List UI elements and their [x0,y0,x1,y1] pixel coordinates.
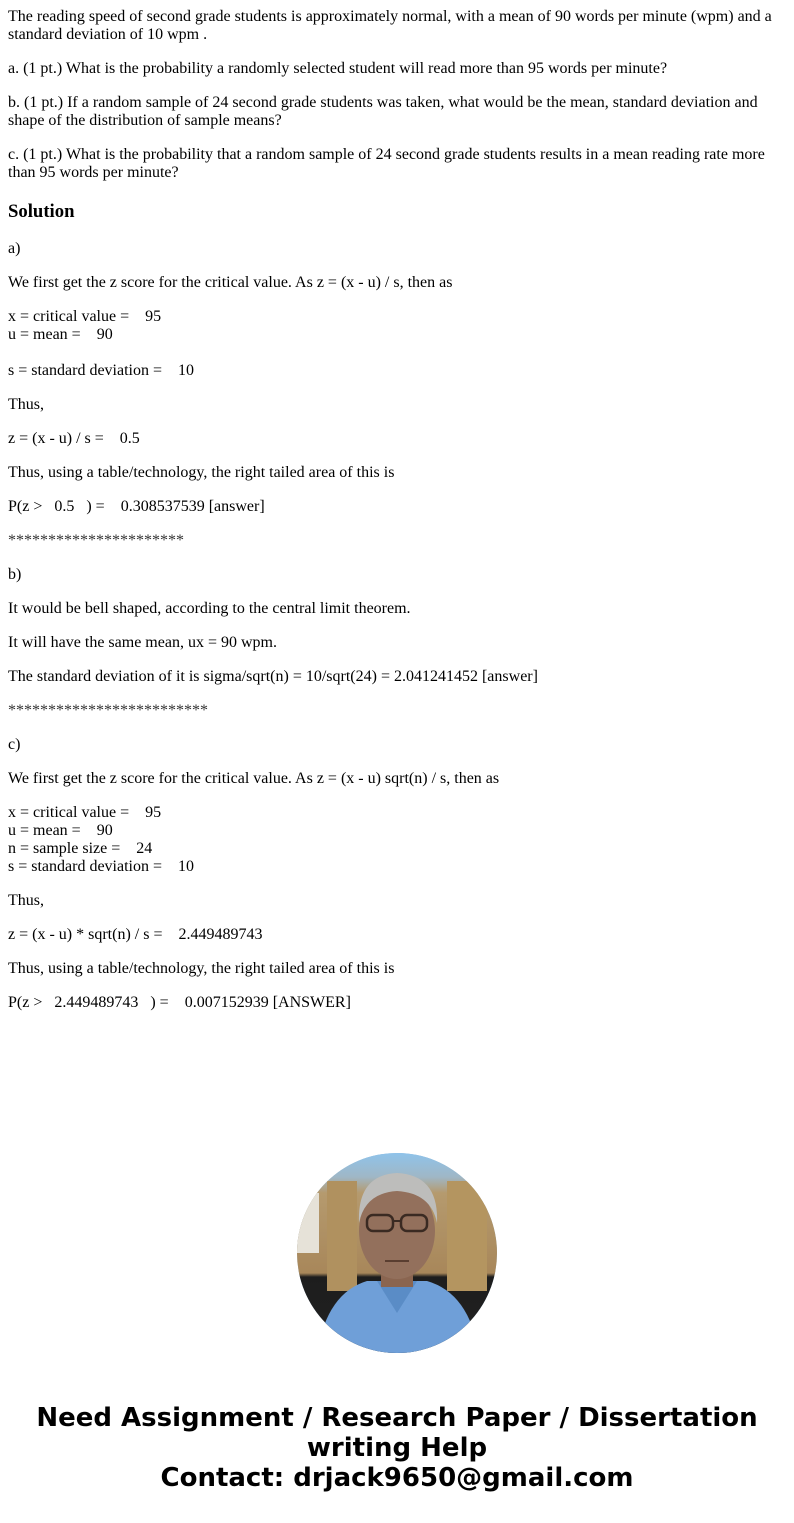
separator: ************************* [8,702,208,719]
promo-contact: Contact: drjack9650@gmail.com [160,1463,634,1493]
question-intro: The reading speed of second grade students is approximately normal, with a mean of 90 words per minute (wpm) and a standard deviation of 10 wpm . [8,8,772,43]
solution-c-thus: Thus, [8,892,44,909]
person-portrait-icon [297,1153,497,1353]
solution-c-table: Thus, using a table/technology, the right tailed area of this is [8,960,395,977]
question-part-a: a. (1 pt.) What is the probability a randomly selected student will read more than 95 words per minute? [8,60,668,77]
solution-b-label: b) [8,566,22,583]
solution-c-s: s = standard deviation = 10 [8,858,195,875]
solution-a-z: z = (x - u) / s = 0.5 [8,430,140,447]
promo-line-2: writing Help [306,1433,488,1463]
tutor-avatar-photo [297,1153,497,1353]
question-part-b: b. (1 pt.) If a random sample of 24 second grade students was taken, what would be the mean, standard deviation and shape of the distribution of sample means? [8,94,758,129]
solution-c-intro: We first get the z score for the critical value. As z = (x - u) sqrt(n) / s, then as [8,770,500,787]
solution-c-n: n = sample size = 24 [8,840,153,857]
solution-a-intro: We first get the z score for the critical value. As z = (x - u) / s, then as [8,274,453,291]
solution-a-table: Thus, using a table/technology, the right tailed area of this is [8,464,395,481]
promo-line-1: Need Assignment / Research Paper / Dissertation [36,1403,758,1433]
solution-c-label: c) [8,736,21,753]
solution-c-result: P(z > 2.449489743 ) = 0.007152939 [ANSWER] [8,994,351,1011]
solution-b-shape: It would be bell shaped, according to the central limit theorem. [8,600,411,617]
promo-banner [0,1403,794,1493]
separator: ********************** [8,532,184,549]
solution-a-u: u = mean = 90 [8,326,113,343]
solution-b-mean: It will have the same mean, ux = 90 wpm. [8,634,277,651]
solution-c-givens [8,804,786,876]
solution-b-sd: The standard deviation of it is sigma/sqrt(n) = 10/sqrt(24) = 2.041241452 [answer] [8,668,538,685]
solution-c-x: x = critical value = 95 [8,804,162,821]
solution-a-s: s = standard deviation = 10 [8,362,195,379]
solution-c-z: z = (x - u) * sqrt(n) / s = 2.449489743 [8,926,263,943]
solution-heading: Solution [8,201,75,222]
solution-c-u: u = mean = 90 [8,822,113,839]
question-part-c: c. (1 pt.) What is the probability that a random sample of 24 second grade students results in a mean reading rate more than 95 words per minute? [8,146,765,181]
solution-a-label: a) [8,240,21,257]
solution-a-result: P(z > 0.5 ) = 0.308537539 [answer] [8,498,265,515]
solution-a-thus: Thus, [8,396,44,413]
solution-a-x: x = critical value = 95 [8,308,162,325]
blank-line [8,344,786,362]
solution-a-givens [8,308,786,380]
